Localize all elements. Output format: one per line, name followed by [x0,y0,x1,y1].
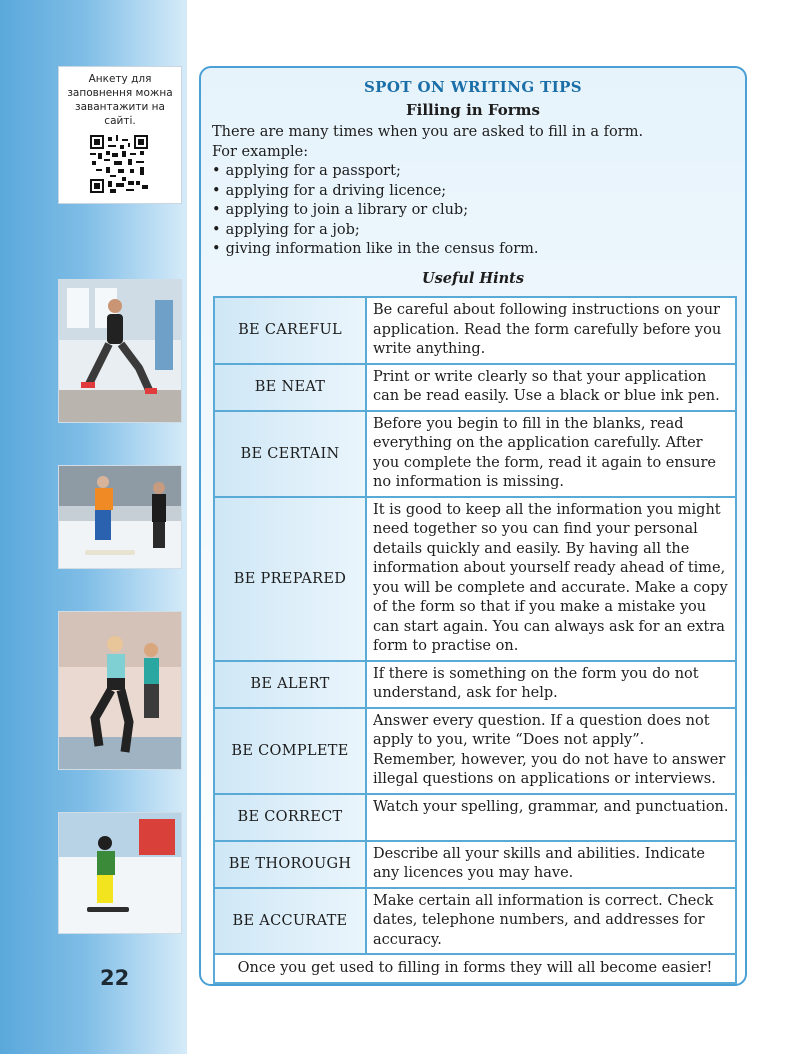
hints-table [213,296,737,984]
hint-text: It is good to keep all the information you might need together so you can find your personal details quickly and easily. By having all the information about yourself ready ahead of time, you will be complete and accurate. Make a copy of the form so that if you make a mistake you can start again. You can always ask for an extra form to practise on. [366,497,736,661]
photo-snowboard-indoor [58,465,182,569]
example-label: For example: [212,143,309,160]
photo-snowboard-kid [58,812,182,934]
hint-term: BE CAREFUL [214,297,366,364]
table-row [214,708,736,794]
panel-title: SPOT ON WRITING TIPS [363,78,583,96]
footer-note: Once you get used to filling in forms they will all become easier! [214,954,736,983]
table-row [214,661,736,708]
table-row [214,297,736,364]
table-row [214,364,736,411]
hint-term: BE CERTAIN [214,411,366,497]
hint-term: BE THOROUGH [214,841,366,888]
hint-term: BE NEAT [214,364,366,411]
table-row [214,954,736,983]
table-row [214,841,736,888]
list-item: • giving information like in the census form. [212,240,737,260]
list-item: • applying for a passport; [212,162,737,182]
sidebar [0,0,187,1054]
table-row [214,497,736,661]
intro-line: There are many times when you are asked to fill in a form. [212,124,644,140]
hint-term: BE CORRECT [214,794,366,841]
hint-text: Make certain all information is correct. Check dates, telephone numbers, and addresses for accuracy. [366,888,736,955]
panel-subtitle: Filling in Forms [406,101,540,119]
hint-text: Describe all your skills and abilities. Indicate any licences you may have. [366,841,736,888]
table-row [214,411,736,497]
hint-text: Answer every question. If a question does not apply to you, write “Does not apply”. Remember, however, you do not have to answer illegal questions on applications or interviews. [366,708,736,794]
hint-text: If there is something on the form you do not understand, ask for help. [366,661,736,708]
list-item: • applying for a driving licence; [212,182,737,202]
page-number: 22 [100,966,130,990]
intro-text [212,123,737,260]
hint-text: Watch your spelling, grammar, and punctuation. [366,794,736,841]
hint-term: BE PREPARED [214,497,366,661]
hint-text: Be careful about following instructions on your application. Read the form carefully before you write anything. [366,297,736,364]
photo-fitness-lunge [58,279,182,423]
hint-term: BE COMPLETE [214,708,366,794]
qr-caption: Анкету для заповнення можна завантажити на сайті. [67,73,173,127]
qr-card[interactable] [58,66,182,204]
hints-heading: Useful Hints [422,270,524,287]
photo-aerobics-class [58,611,182,770]
hint-term: BE ACCURATE [214,888,366,955]
table-row [214,888,736,955]
list-item: • applying for a job; [212,221,737,241]
qr-code-icon[interactable] [90,135,148,193]
list-item: • applying to join a library or club; [212,201,737,221]
hint-text: Before you begin to fill in the blanks, read everything on the application carefully. After you complete the form, read it again to ensure no information is missing. [366,411,736,497]
hint-term: BE ALERT [214,661,366,708]
hint-text: Print or write clearly so that your application can be read easily. Use a black or blue ink pen. [366,364,736,411]
examples-list [212,162,737,260]
writing-tips-panel [199,66,747,986]
table-row [214,794,736,841]
